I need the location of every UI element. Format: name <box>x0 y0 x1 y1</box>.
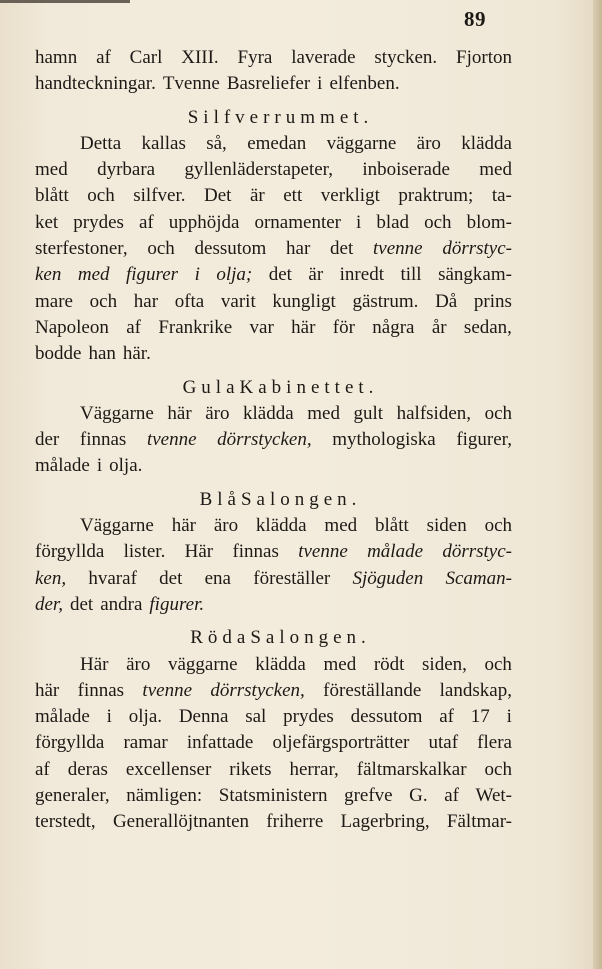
word: i <box>356 211 362 233</box>
word: dörrstycken, <box>210 679 305 701</box>
text-line <box>35 341 512 367</box>
word: förgyllda <box>35 541 105 563</box>
word: rödt <box>373 653 405 675</box>
word: det <box>330 238 354 260</box>
word: med <box>479 159 512 181</box>
page-edge <box>593 0 602 969</box>
word: figurer, <box>456 429 512 451</box>
word: mythologiska <box>332 429 436 451</box>
word: Statsministern <box>218 785 328 807</box>
word: har <box>133 290 159 312</box>
text-line <box>35 592 512 618</box>
word: äro <box>416 132 441 154</box>
word: och <box>484 402 512 424</box>
word: Kabinettet. <box>239 376 379 398</box>
word: grefve <box>344 785 393 807</box>
word: föreställande <box>323 679 422 701</box>
word: några <box>372 316 415 338</box>
word: här <box>35 679 60 701</box>
word: G. <box>409 785 428 807</box>
word: för <box>332 316 355 338</box>
word: ramar <box>123 732 168 754</box>
word: emedan <box>247 132 307 154</box>
word: andra <box>100 593 143 615</box>
word: här <box>171 515 196 537</box>
word: gyllenläderstapeter, <box>184 159 333 181</box>
word: Här <box>184 541 214 563</box>
word: herrar, <box>289 758 339 780</box>
text-line <box>35 401 512 427</box>
word: tvenne <box>298 541 348 563</box>
word: dyrbara <box>97 159 156 181</box>
word: ett <box>283 185 303 207</box>
word: af <box>444 785 459 807</box>
word: Carl <box>129 47 163 68</box>
word: och <box>89 290 118 312</box>
text-line <box>35 757 512 783</box>
word: halfsiden, <box>396 402 472 424</box>
word: Wet- <box>475 785 512 807</box>
word: dörrstyc- <box>442 541 512 563</box>
text-line <box>35 210 512 236</box>
word: Silfverrummet. <box>187 106 374 128</box>
word: Denna <box>178 706 229 728</box>
word: äro <box>213 515 239 537</box>
word: Frankrike <box>158 316 233 338</box>
word: sterfestoner, <box>35 238 128 260</box>
word: här. <box>122 343 151 365</box>
word: praktrum; <box>398 185 474 207</box>
word: och <box>87 185 115 207</box>
text-line <box>35 71 512 97</box>
text-line <box>35 183 512 209</box>
word: prydes <box>283 706 334 728</box>
word: med <box>77 264 110 286</box>
word: han <box>88 343 116 365</box>
word: Salongen. <box>250 627 371 649</box>
word: excellenser <box>125 758 212 780</box>
word: inredt <box>339 264 384 286</box>
word: laverade <box>291 47 356 68</box>
word: tvenne <box>142 679 192 701</box>
text-line <box>35 236 512 262</box>
word: Detta <box>80 132 122 154</box>
text-line <box>35 652 512 678</box>
word: var <box>249 316 274 338</box>
word: i <box>506 706 512 728</box>
word: Basreliefer <box>226 73 311 95</box>
word: 17 <box>470 706 490 728</box>
word: blom- <box>466 211 512 233</box>
word: är <box>308 264 324 286</box>
word: klädda <box>461 132 512 154</box>
section-heading <box>35 105 512 131</box>
word: dessutom <box>194 238 267 260</box>
text-line <box>35 678 512 704</box>
word: Napoleon <box>35 316 109 338</box>
word: Gula <box>182 376 240 398</box>
word: äro <box>205 402 230 424</box>
word: af <box>138 211 154 233</box>
text-line <box>35 513 512 539</box>
word: dörrstyc- <box>442 238 512 260</box>
text-line <box>35 783 512 809</box>
word: siden, <box>422 653 467 675</box>
word: figurer <box>126 264 179 286</box>
word: finnas <box>77 679 125 701</box>
word: Generallöjtnanten <box>112 811 250 833</box>
word: bodde <box>35 343 82 365</box>
word: Väggarne <box>80 402 154 424</box>
word: blått <box>374 515 409 537</box>
word: så, <box>206 132 227 154</box>
word: oljefärgsporträtter <box>272 732 410 754</box>
body-text <box>35 45 512 836</box>
text-line <box>35 704 512 730</box>
word: Scaman- <box>445 567 512 589</box>
word: Lagerbring, <box>340 811 430 833</box>
word: till <box>400 264 422 286</box>
word: Väggarne <box>80 515 154 537</box>
word: ornamenter <box>254 211 341 233</box>
word: upphöjda <box>168 211 240 233</box>
word: blått <box>35 185 69 207</box>
word: handteckningar. <box>35 73 156 95</box>
word: i <box>317 73 323 95</box>
word: och <box>147 238 175 260</box>
word: väggarne <box>167 653 238 675</box>
word: sedan, <box>463 316 512 338</box>
word: det <box>159 567 183 589</box>
word: nämligen: <box>126 785 203 807</box>
word: Fyra <box>237 47 273 68</box>
word: flera <box>477 732 512 754</box>
word: i <box>96 455 103 477</box>
word: förgyllda <box>35 732 105 754</box>
word: äro <box>126 653 151 675</box>
word: tvenne <box>146 429 197 451</box>
word: kungligt <box>272 290 336 312</box>
word: år <box>431 316 447 338</box>
word: dessutom <box>350 706 423 728</box>
text-line <box>35 427 512 453</box>
word: klädda <box>255 653 306 675</box>
word: deras <box>67 758 108 780</box>
word: här <box>167 402 192 424</box>
section-heading <box>35 487 512 513</box>
word: gästrum. <box>352 290 419 312</box>
word: landskap, <box>439 679 512 701</box>
word: terstedt, <box>35 811 96 833</box>
word: här <box>291 316 316 338</box>
word: i <box>106 706 112 728</box>
word: klädda <box>255 515 307 537</box>
text-line <box>35 45 512 71</box>
word: finnas <box>79 429 127 451</box>
word: olja. <box>128 706 163 728</box>
word: stycken. <box>374 47 438 68</box>
text-line <box>35 131 512 157</box>
word: friherre <box>266 811 324 833</box>
word: ta- <box>491 185 512 207</box>
word: inboiserade <box>362 159 450 181</box>
word: utaf <box>428 732 459 754</box>
text-line <box>35 539 512 565</box>
text-line <box>35 730 512 756</box>
text-line <box>35 566 512 592</box>
word: elfenben. <box>329 73 400 95</box>
section-heading <box>35 625 512 651</box>
word: med <box>324 515 358 537</box>
word: blad <box>376 211 410 233</box>
word: lister. <box>123 541 166 563</box>
word: med <box>323 653 357 675</box>
word: målade <box>35 706 90 728</box>
word: dörrstycken, <box>217 429 312 451</box>
word: silfver. <box>133 185 186 207</box>
word: rikets <box>229 758 272 780</box>
word: ofta <box>174 290 205 312</box>
word: Tvenne <box>162 73 220 95</box>
word: af <box>439 706 454 728</box>
word: ken, <box>35 567 67 589</box>
word: ket <box>35 211 59 233</box>
word: kallas <box>141 132 186 154</box>
page-number: 89 <box>464 7 486 31</box>
word: infattade <box>186 732 254 754</box>
word: har <box>286 238 311 260</box>
word: ena <box>204 567 231 589</box>
word: Det <box>204 185 232 207</box>
word: Då <box>435 290 458 312</box>
word: målade <box>367 541 424 563</box>
word: siden <box>426 515 467 537</box>
word: målade <box>35 455 90 477</box>
word: af <box>35 758 50 780</box>
text-line <box>35 262 512 288</box>
word: klädda <box>243 402 294 424</box>
word: gult <box>353 402 384 424</box>
text-line <box>35 289 512 315</box>
word: hamn <box>35 47 78 68</box>
word: figurer. <box>149 593 205 615</box>
word: olja; <box>216 264 253 286</box>
word: och <box>484 758 512 780</box>
word: olja. <box>109 455 143 477</box>
word: och <box>484 515 512 537</box>
word: generaler, <box>35 785 110 807</box>
word: Sjöguden <box>352 567 424 589</box>
word: det <box>268 264 292 286</box>
word: sängkam- <box>438 264 512 286</box>
word: med <box>35 159 68 181</box>
word: finnas <box>232 541 279 563</box>
word: af <box>126 316 141 338</box>
word: verkligt <box>320 185 380 207</box>
word: sal <box>245 706 267 728</box>
word: tvenne <box>373 238 423 260</box>
word: Salongen. <box>240 488 362 510</box>
word: är <box>249 185 265 207</box>
word: ken <box>35 264 62 286</box>
word: Blå <box>199 488 241 510</box>
text-line <box>35 315 512 341</box>
word: och <box>484 653 512 675</box>
word: Här <box>80 653 109 675</box>
word: der, <box>35 593 63 615</box>
top-rule <box>0 0 130 3</box>
word: och <box>424 211 452 233</box>
word: mare <box>35 290 73 312</box>
text-line <box>35 453 512 479</box>
word: Röda <box>190 627 251 649</box>
word: det <box>69 593 94 615</box>
section-heading <box>35 375 512 401</box>
text-line <box>35 157 512 183</box>
word: XIII. <box>181 47 219 68</box>
word: der <box>35 429 60 451</box>
word: Fältmar- <box>446 811 512 833</box>
word: prins <box>473 290 512 312</box>
word: i <box>194 264 200 286</box>
word: prydes <box>73 211 124 233</box>
word: med <box>307 402 340 424</box>
word: varit <box>220 290 256 312</box>
word: af <box>96 47 111 68</box>
word: fältmarskalkar <box>356 758 467 780</box>
word: föreställer <box>253 567 331 589</box>
word: hvaraf <box>88 567 137 589</box>
word: väggarne <box>326 132 397 154</box>
word: Fjorton <box>456 47 512 68</box>
text-line <box>35 809 512 835</box>
